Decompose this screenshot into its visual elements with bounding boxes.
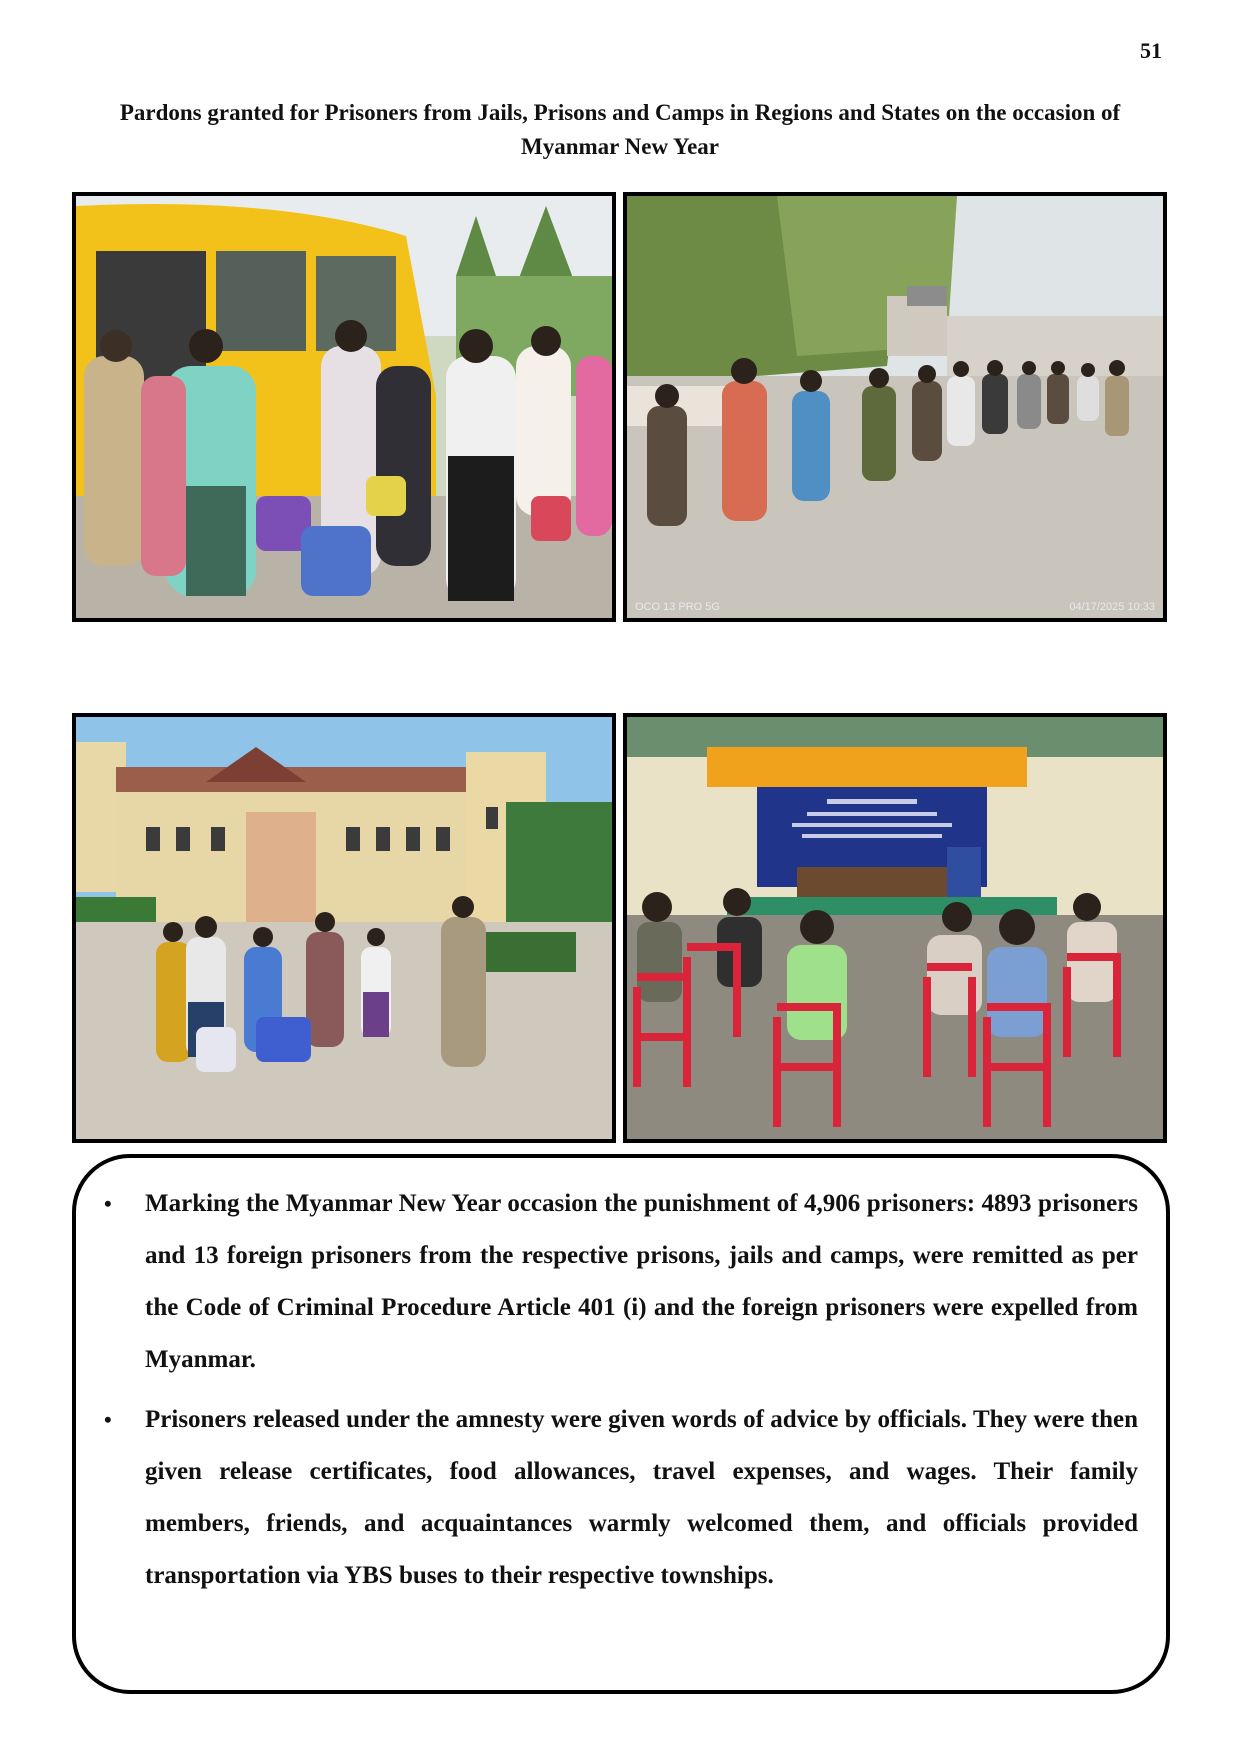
bullet-text: Marking the Myanmar New Year occasion the punishment of 4,906 prisoners: 4893 prisoners and 13 foreign prisoners from the respective prisons, jails and camps, were remitted as per the Code of Criminal Procedure Article 401 (i) and the foreign prisoners were expelled from Myanmar. <box>145 1190 1138 1373</box>
photo-advice-ceremony <box>623 713 1167 1143</box>
photo-women-boarding-bus <box>72 192 616 622</box>
bullet-symbol: • <box>104 1191 112 1216</box>
page-title: Pardons granted for Prisoners from Jails, Prisons and Camps in Regions and States on the occasion of Myanmar New Year <box>119 100 1121 159</box>
page-number: 51 <box>1140 38 1162 63</box>
photo-prisoners-walking-line <box>623 192 1167 622</box>
photo2-watermark-right: 04/17/2025 10:33 <box>1069 601 1155 613</box>
bullet-text: Prisoners released under the amnesty were given words of advice by officials. They were then given release certificates, food allowances, travel expenses, and wages. Their family members, friends, and acquaintances warmly welcomed them, and officials provided transportation via YBS buses to their respective townships. <box>145 1406 1138 1589</box>
bullet-list <box>104 1178 1138 1610</box>
bullet-symbol: • <box>104 1407 112 1432</box>
summary-box <box>72 1154 1170 1694</box>
photo2-watermark-left: OCO 13 PRO 5G <box>635 601 720 613</box>
bullet-item <box>104 1178 1138 1386</box>
bullet-item <box>104 1394 1138 1602</box>
photo-prisoners-leaving-prison-gate <box>72 713 616 1143</box>
